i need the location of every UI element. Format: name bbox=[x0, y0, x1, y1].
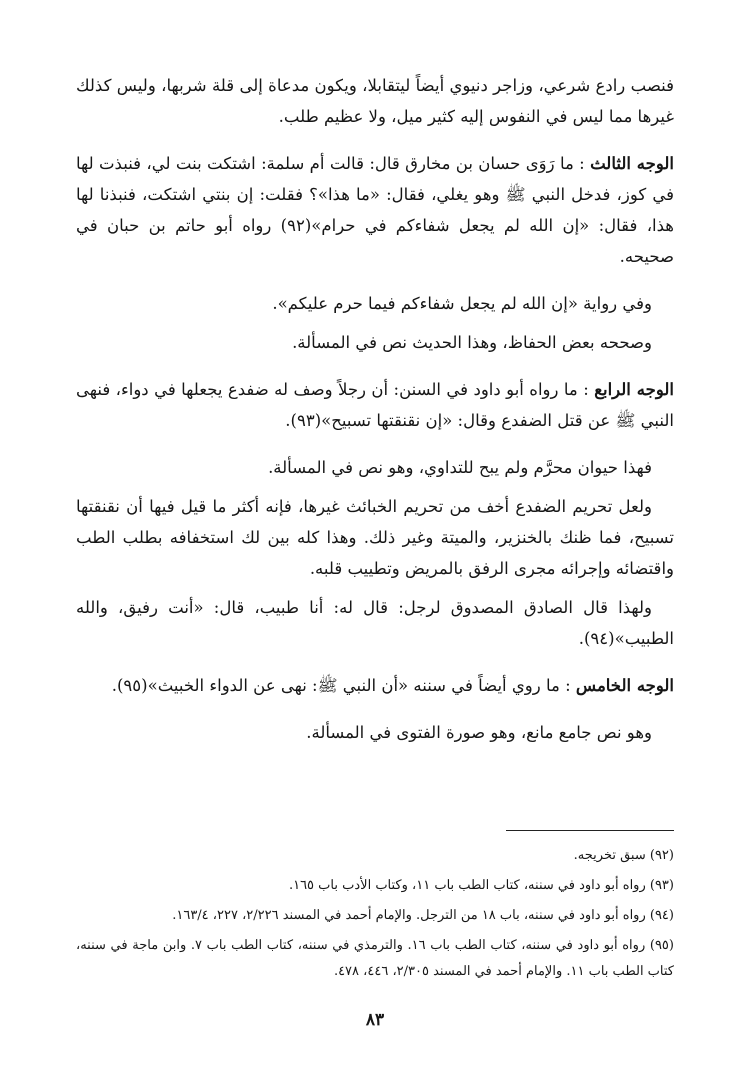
paragraph-text: فهذا حيوان محرَّم ولم يبح للتداوي، وهو نص في المسألة. bbox=[268, 458, 652, 477]
paragraph-6 bbox=[76, 452, 674, 483]
paragraph-text: وهو نص جامع مانع، وهو صورة الفتوى في المسألة. bbox=[306, 723, 652, 742]
paragraph-7 bbox=[76, 491, 674, 584]
paragraph-5 bbox=[76, 374, 674, 436]
footnote-95: (٩٥) رواه أبو داود في سننه، كتاب الطب باب ١٦. والترمذي في سننه، كتاب الطب باب ٧. وابن ماجة في سننه، كتاب الطب باب ١١. والإمام أحمد في المسند ٢/٣٠٥، ٤٤٦، ٤٧٨. bbox=[76, 938, 674, 979]
paragraph-text: وفي رواية «إن الله لم يجعل شفاءكم فيما حرم عليكم». bbox=[272, 294, 652, 313]
paragraph-10 bbox=[76, 717, 674, 748]
footnote-divider bbox=[506, 830, 674, 831]
paragraph-8 bbox=[76, 592, 674, 654]
paragraph-text: : ما رواه أبو داود في السنن: أن رجلاً وصف له ضفدع يجعلها في دواء، فنهى النبي ﷺ عن قتل الضفدع وقال: «إن نقنقتها تسبيح»(٩٣). bbox=[76, 380, 674, 430]
paragraph-2 bbox=[76, 148, 674, 272]
paragraph-1 bbox=[76, 70, 674, 132]
paragraph-text: : ما رَوَى حسان بن مخارق قال: قالت أم سلمة: اشتكت بنت لي، فنبذت لها في كوز، فدخل النبي ﷺ وهو يغلي، فقال: «ما هذا»؟ فقلت: إن بنتي اشتكت، فنبذنا لها هذا، فقال: «إن الله لم يجعل شفاءكم في حرام»(٩٢) رواه أبو حاتم بن حبان في صحيحه. bbox=[76, 154, 674, 266]
paragraph-text: فنصب رادع شرعي، وزاجر دنيوي أيضاً ليتقابلا، ويكون مدعاة إلى قلة شربها، وليس كذلك غيرها مما ليس في النفوس إليه كثير ميل، ولا عظيم طلب. bbox=[76, 76, 674, 126]
paragraph-3 bbox=[76, 288, 674, 319]
footnotes bbox=[76, 830, 674, 989]
paragraph-text: : ما روي أيضاً في سننه «أن النبي ﷺ: نهى عن الدواء الخبيث»(٩٥). bbox=[111, 676, 571, 695]
section-heading-fifth: الوجه الخامس bbox=[575, 676, 674, 695]
footnote-94: (٩٤) رواه أبو داود في سننه، باب ١٨ من الترجل. والإمام أحمد في المسند ٢/٢٢٦، ٢٢٧، ١٦٣/٤. bbox=[172, 908, 674, 923]
paragraph-text: ولهذا قال الصادق المصدوق لرجل: قال له: أنا طبيب، قال: «أنت رفيق، والله الطبيب»(٩٤). bbox=[76, 598, 674, 648]
paragraph-4 bbox=[76, 327, 674, 358]
section-heading-fourth: الوجه الرابع bbox=[594, 380, 674, 399]
footnote-93: (٩٣) رواه أبو داود في سننه، كتاب الطب باب ١١، وكتاب الأدب باب ١٦٥. bbox=[288, 878, 674, 893]
paragraph-text: وصححه بعض الحفاظ، وهذا الحديث نص في المسألة. bbox=[292, 333, 652, 352]
paragraph-9 bbox=[76, 670, 674, 701]
page-number: ٨٣ bbox=[365, 1010, 385, 1030]
section-heading-third: الوجه الثالث bbox=[590, 154, 674, 173]
main-text bbox=[76, 70, 674, 756]
footnote-92: (٩٢) سبق تخريجه. bbox=[573, 848, 674, 863]
paragraph-text: ولعل تحريم الضفدع أخف من تحريم الخبائث غيرها، فإنه أكثر ما قيل فيها أن نقنقتها تسبيح، فما ظنك بالخنزير، والميتة وغير ذلك. وهذا كله بين لك استخفافه بطلب الطب واقتضائه وإجرائه مجرى الرفق بالمريض وتطييب قلبه. bbox=[76, 497, 674, 578]
